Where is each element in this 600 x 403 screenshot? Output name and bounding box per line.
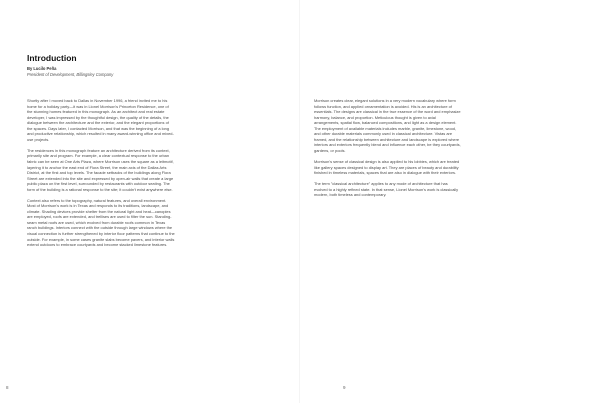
paragraph: Shortly after I moved back to Dallas in November 1996, a friend invited me to his home for a holiday party—it was in Lionel Morrison's Princeton Residence, one of the stunning homes featured in this monograph. As an architect and real estate developer, I was impressed by the thoughtful design, the quality of the details, the dialogue between the architecture and the exterior, and the elegant proportions of the spaces. Days later, I contacted Morrison, and that was the beginning of a long and productive relationship, which resulted in many award-winning office and mixed-use projects. xyxy=(27,98,174,142)
paragraph: Morrison's sense of classical design is also applied to his lobbies, which are treated like gallery spaces designed to display art. They are places of beauty and durability finished in timeless materials, spaces that are also in dialogue with their exteriors. xyxy=(314,158,460,176)
left-text-column xyxy=(27,98,175,253)
page-number-left: 8 xyxy=(6,385,9,390)
paragraph: Morrison creates clear, elegant solutions in a very modern vocabulary where form follows function, and applied ornamentation is avoided. His is an architecture of essentials. The designs are classical in the true essence of the word and emphasize harmony, balance, and proportion. Meticulous thought is given to axial arrangements, spatial flow, balanced compositions, and light as a design element. The employment of available materials includes marble, granite, limestone, wood, and other durable materials commonly used in classical architecture. Vistas are framed, and the relationship between architecture and landscape is explored where interiors and exteriors frequently blend and influence each other, be they courtyards, gardens, or pools. xyxy=(314,98,461,153)
author-role: President of Development, Billingsley Company xyxy=(27,71,114,77)
byline xyxy=(27,66,227,77)
author-name: By Lucilo Peña xyxy=(27,66,57,71)
paragraph: The residences in this monograph feature an architecture derived from its context, primarily site and program. For example, a clear contextual response to the urban fabric can be seen at One Arts Plaza, where Morrison uses the square as a leitmotif, layering it to anchor the east end of Flora Street, the main axis of the Dallas Arts District, at the first and top levels. The facade setbacks of the buildings along Flora Street are extended into the site and expressed by open-air walls that create a large public plaza on the first level, surrounded by restaurants with outdoor seating. The form of the building is a rational response to the site; it couldn't exist anywhere else. xyxy=(27,147,174,192)
page-number-right: 9 xyxy=(343,385,346,390)
paragraph: Context also refers to the topography, natural features, and overall environment. Most of Morrison's work is in Texas and responds to its traditions, landscape, and climate. Shading devices provide shelter from the natural light and heat—canopies are employed, roofs are extended, and trellises are used to filter the sun. Standing-seam metal roofs are used, which evolved from durable roofs common in Texas ranch buildings. Interiors connect with the outside through large windows where the visual connection is further strengthened by interior floor patterns that continue to the outside. For example, in some cases granite slabs become pavers, and interior walls extend outdoors to embrace courtyards and become stacked limestone features. xyxy=(27,197,175,248)
paragraph: The term "classical architecture" applies to any mode of architecture that has evolved to a highly refined state. In that sense, Lionel Morrison's work is classically modern, both timeless and contemporary. xyxy=(314,181,459,198)
chapter-title: Introduction xyxy=(27,53,77,63)
right-text-column xyxy=(314,98,461,203)
